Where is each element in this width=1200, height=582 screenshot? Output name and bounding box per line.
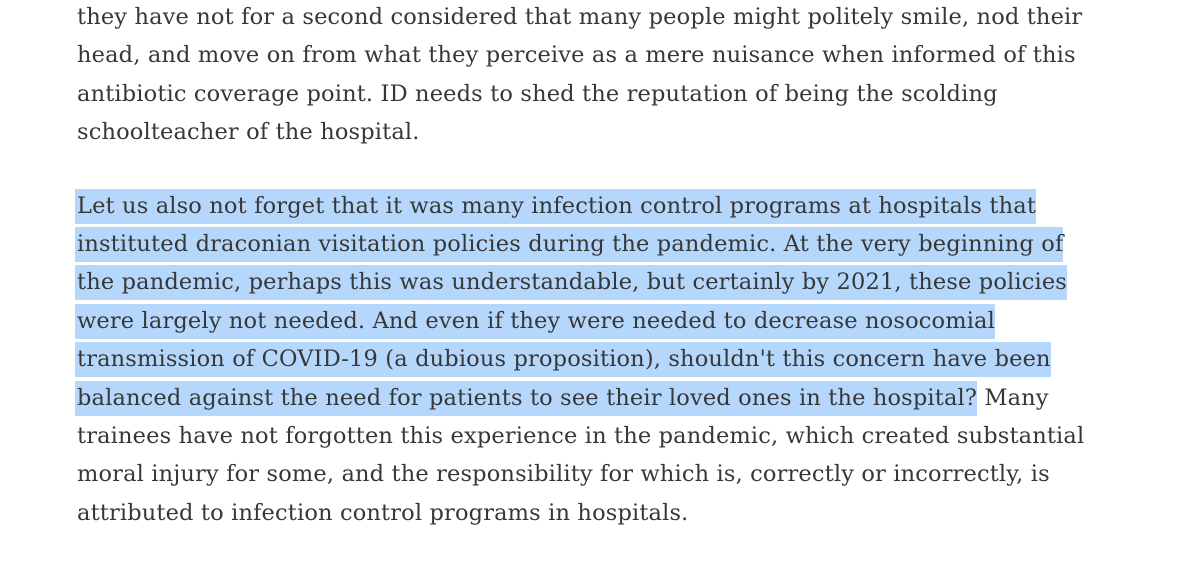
selected-text[interactable]: transmission of COVID-19 (a dubious proposition), shouldn't this concern have been bbox=[75, 342, 1051, 377]
paragraph-2 bbox=[77, 187, 1177, 533]
text-line: they have not for a second considered that many people might politely smile, nod their bbox=[77, 4, 1083, 30]
text-line-selected bbox=[77, 225, 1177, 263]
article-body bbox=[77, 0, 1177, 532]
text-line-selected bbox=[77, 340, 1177, 378]
text-line-selected bbox=[77, 379, 1177, 417]
text-line-selected bbox=[77, 263, 1177, 301]
selected-text[interactable]: instituted draconian visitation policies during the pandemic. At the very beginning of bbox=[75, 227, 1063, 262]
paragraph-1 bbox=[77, 0, 1177, 152]
text-line: schoolteacher of the hospital. bbox=[77, 119, 420, 146]
unselected-text: Many bbox=[977, 384, 1049, 411]
selected-text[interactable]: balanced against the need for patients to see their loved ones in the hospital? bbox=[75, 381, 977, 416]
text-line: attributed to infection control programs in hospitals. bbox=[77, 499, 689, 526]
selected-text[interactable]: Let us also not forget that it was many infection control programs at hospitals that bbox=[75, 189, 1036, 224]
text-line: trainees have not forgotten this experience in the pandemic, which created substantial bbox=[77, 422, 1085, 449]
paragraph-gap bbox=[77, 152, 1177, 187]
text-line-selected bbox=[77, 302, 1177, 340]
selected-text[interactable]: were largely not needed. And even if they were needed to decrease nosocomial bbox=[75, 304, 995, 339]
text-line: head, and move on from what they perceive as a mere nuisance when informed of this bbox=[77, 42, 1076, 69]
selected-text[interactable]: the pandemic, perhaps this was understandable, but certainly by 2021, these policies bbox=[75, 265, 1067, 300]
text-line-selected bbox=[77, 187, 1177, 225]
text-line: antibiotic coverage point. ID needs to shed the reputation of being the scolding bbox=[77, 80, 998, 107]
text-line: moral injury for some, and the responsibility for which is, correctly or incorrectly, is bbox=[77, 461, 1050, 488]
